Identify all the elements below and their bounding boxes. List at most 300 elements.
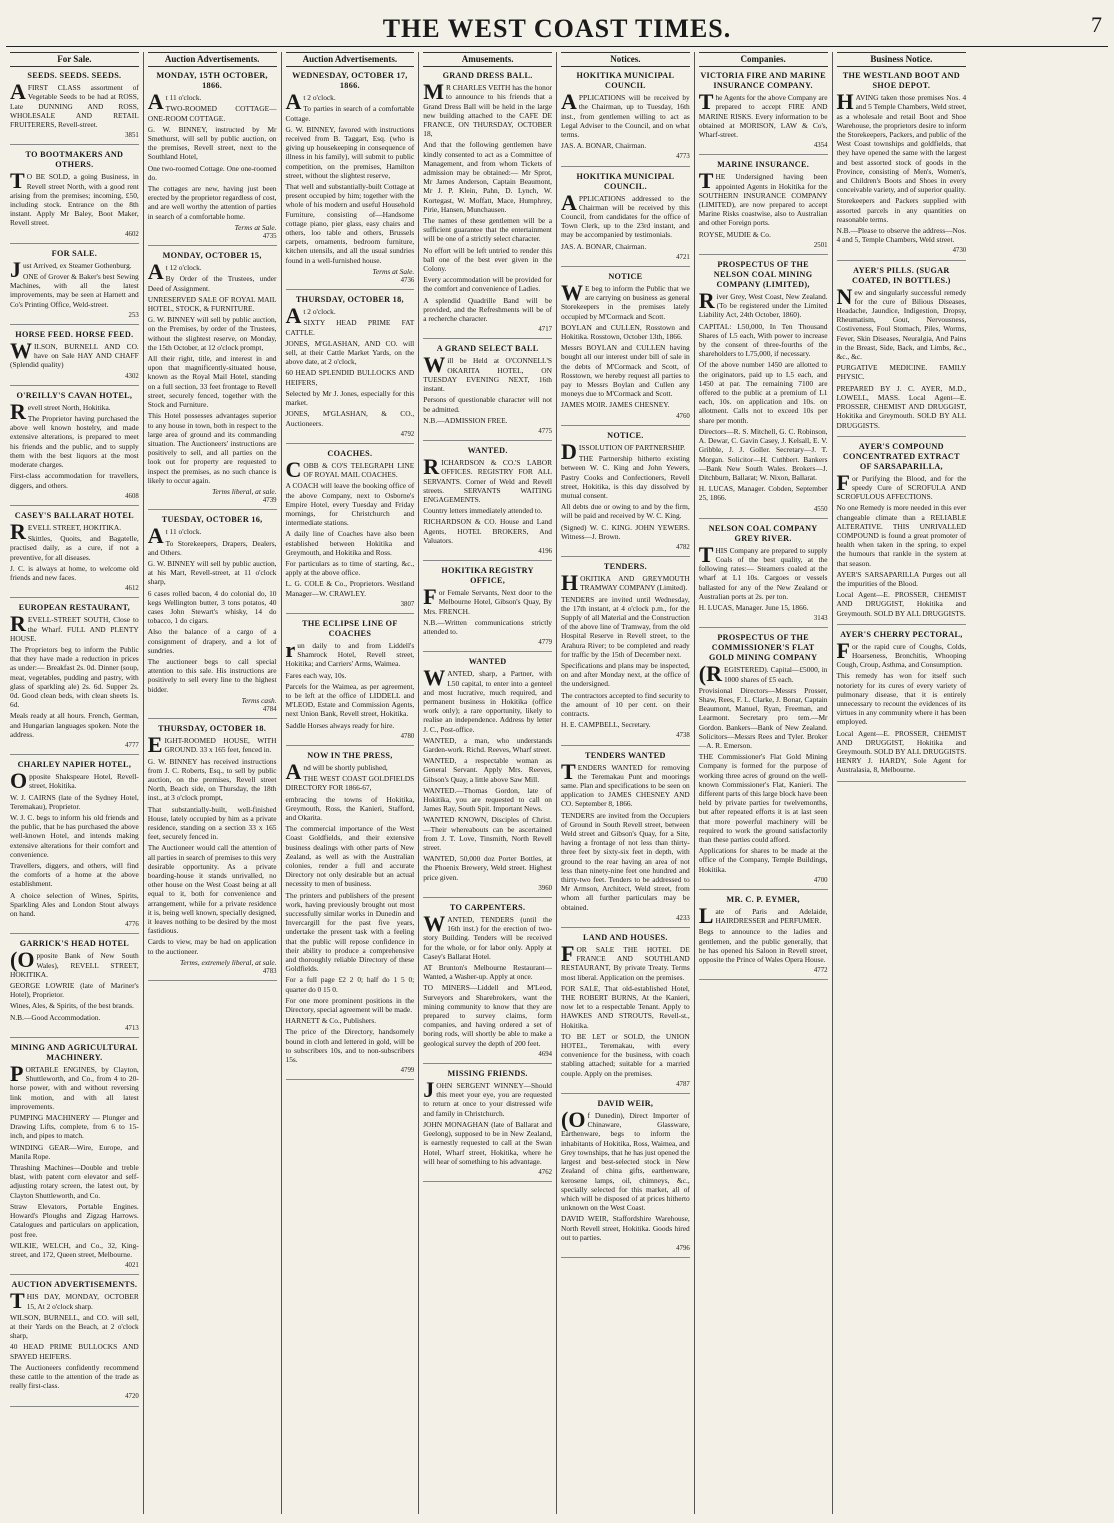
ad-number: 4021 [125, 1262, 139, 1270]
ad-paragraph: RICHARDSON & CO. House and Land Agents, HOTEL BROKERS, And Valuators. [423, 517, 552, 545]
ad-paragraph: The Auctioneers confidently recommend these cattle to the attention of the trade as really first-class. [10, 1362, 139, 1391]
advertisement [423, 344, 552, 441]
ad-title: LAND AND HOUSES. [583, 933, 668, 943]
ad-paragraph: WILSON, BURNELL, and CO. will sell, at their Yards on the Beach, at 2 o'clock sharp, [10, 1312, 139, 1341]
ad-paragraph: No effort will be left untried to render this ball one of the best ever given in the Colony. [423, 245, 552, 274]
ad-paragraph: And will be shortly published, [285, 758, 388, 784]
ad-paragraph: Country letters immediately attended to. [423, 506, 543, 516]
ad-paragraph: REVELL-STREET SOUTH, Close to the Wharf. FULL AND PLENTY HOUSE. [10, 611, 139, 643]
ad-title: A GRAND SELECT BALL [436, 344, 539, 354]
advertisement [699, 260, 828, 519]
ad-paragraph: River Grey, West Coast, New Zealand. (To be registered under the Limited Liability Act, 24th October, 1860). [698, 288, 828, 320]
ad-paragraph: DAVID WEIR, Staffordshire Warehouse, North Revell street, Hokitika. Goods hired out to parties. [561, 1214, 690, 1242]
ad-paragraph: WILKIE, WELCH, and Co., 32, King-street, and 172, Queen street, Melbourne. [10, 1240, 139, 1259]
ad-paragraph: W. J. C. begs to inform his old friends and the public, that he has purchased the above well-known Hotel, and intends making extensive alterations for their comfort and convenience. [10, 812, 139, 859]
masthead-rule [6, 46, 1108, 47]
ad-paragraph: The printers and publishers of the present work, having previously brought out most successfully similar works in Dunedin and Invercargill for the past five years, undertake the present task with a feeling that the public will repose confidence in their ability to produce a comprehensive and thoroughly reliable Directory of these Goldfields. [285, 890, 415, 974]
advertisement [286, 751, 415, 1081]
ad-paragraph: THE Partnership hitherto existing between W. C. King and John Yewers, Pastry Cooks and Confectioners, Revell street, Hokitika, is this day dissolved by mutual consent. [561, 454, 690, 500]
ad-title: FOR SALE. [51, 248, 98, 258]
advertisement [423, 566, 552, 652]
ad-number: 3960 [538, 884, 552, 892]
column [282, 52, 420, 1514]
ad-title: SEEDS. SEEDS. SEEDS. [27, 71, 122, 81]
ad-paragraph: JONES, M'GLASHAN, AND CO. will sell, at their Cattle Market Yards, on the above date, at 2 o'clock, [285, 338, 415, 367]
ad-paragraph: H. E. CAMPBELL, Secretary. [561, 720, 651, 730]
ad-paragraph: THIS DAY, MONDAY, OCTOBER 15, At 2 o'clock sharp. [10, 1288, 139, 1314]
ad-paragraph: Selected by Mr J. Jones, especially for this market. [285, 388, 415, 408]
ad-paragraph: A splendid Quadrille Band will be provided, and the Refreshments will be of a recherche character. [423, 295, 552, 324]
ad-paragraph: TWO-ROOMED COTTAGE—ONE-ROOM COTTAGE. [147, 104, 277, 123]
ad-paragraph: TO BE SOLD, a going Business, in Revell street North, with a good rent arising from the premises; incoming, £50, including stock. Entrance on the 8th instant. Apply Mr Baley, Boot Maker, Revell street. [10, 168, 139, 228]
advertisement [10, 249, 139, 325]
column [833, 52, 971, 1514]
ad-paragraph: Provisional Directors—Messrs Prosser, Shaw, Rees, F. L. Clarke, J. Bonar, Captain Beaumont, Manuel, Ryan, Freeman, and Learmont. Secretary pro tem.—Mr Gordon. Bankers—Bank of New Zealand. Solicitors—Messrs Rees and Tyler. Broker—A. R. Emerson. [698, 685, 828, 750]
ad-paragraph: J. C. is always at home, to welcome old friends and new faces. [10, 563, 139, 582]
ad-paragraph: Directors—R. S. Mitchell, G. C. Robinson, A. Dewar, C. Gavin Casey, J. Kelsall, E. V. Gribble, J. J. Goller. Secretary—J. T. Morgan. Solicitor—H. Cuthbert. Bankers—Bank New South Wales. Brokers—J. Ditchburn, Ballarat; W. Nixon, Ballarat. [698, 426, 828, 482]
advertisement [423, 1069, 552, 1182]
ad-paragraph: Every accommodation will be provided for the comfort and convenience of Ladies. [423, 275, 552, 294]
ad-paragraph: A COACH will leave the booking office of the above Company, next to Osborne's Empire Hotel, every Tuesday and Friday mornings, for Christchurch and intermediate stations. [285, 481, 415, 528]
ad-number: 4796 [676, 1244, 690, 1252]
ad-number: 4780 [400, 732, 415, 740]
advertisement [286, 295, 415, 444]
ad-number: 4550 [813, 505, 828, 513]
ad-paragraph: HARNETT & Co., Publishers. [285, 1016, 377, 1026]
ad-paragraph: Meals ready at all hours. French, German, and Hungarian languages spoken. Note the address. [10, 711, 139, 739]
ad-paragraph: A daily line of Coaches have also been established between Hokitika and Greymouth, and Hokitika and Ross. [285, 529, 415, 557]
ad-paragraph: Local Agent—E. PROSSER, CHEMIST AND DRUGGIST, Hokitika and Greymouth. SOLD BY ALL DRUGGISTS. HENRY J. HARDY, Sole Agent for Australasia, 8, Melbourne. [836, 728, 967, 775]
ad-title: AYER'S PILLS. (SUGAR COATED, IN BOTTLES.) [852, 265, 951, 285]
ad-paragraph: N.B.—Good Accommodation. [10, 1012, 101, 1022]
ad-number: 3807 [400, 600, 415, 608]
ad-number: 4694 [538, 1050, 552, 1058]
ad-title: TO BOOTMAKERS AND OTHERS. [25, 150, 124, 170]
ad-title: THE ECLIPSE LINE OF COACHES [302, 618, 398, 638]
ad-paragraph: At 11 o'clock. [147, 523, 202, 549]
ad-paragraph: Also the balance of a cargo of a consignment of drapery, and a lot of sundries. [147, 627, 277, 655]
ad-title: TUESDAY, OCTOBER 16, [161, 515, 263, 525]
ad-paragraph: Straw Elevators, Portable Engines. Howard's Ploughs and Zigzag Harrows. Catalogues and particulars on application, post free. [10, 1201, 139, 1239]
ad-number: 4302 [125, 372, 139, 380]
advertisement [837, 630, 967, 782]
ad-title: MINING AND AGRICULTURAL MACHINERY. [11, 1043, 138, 1063]
ad-paragraph: G. W. BINNEY, instructed by Mr Smethurst, will sell by public auction, on the premises, Revell street, next to the Southland Hotel, [147, 124, 277, 162]
ad-paragraph: WE beg to inform the Public that we are carrying on business as general Storekeepers in the premises lately occupied by M'Cormack and Scott. [561, 280, 690, 321]
ad-paragraph: For Purifying the Blood, and for the speedy Cure of SCROFULA AND SCROFULOUS AFFECTIONS. [836, 469, 967, 502]
ad-number: 4735 [262, 233, 277, 241]
ad-title: DAVID WEIR, [597, 1099, 654, 1109]
advertisement [699, 71, 828, 155]
ad-paragraph: Cards to view, may be had on application to the auctioneer. [147, 937, 277, 956]
ad-paragraph: One two-roomed Cottage. One one-roomed do. [147, 163, 277, 182]
ad-title: NELSON COAL COMPANY GREY RIVER. [708, 523, 818, 543]
ad-paragraph: JOHN MONAGHAN (late of Ballarat and Geelong), supposed to be in New Zealand, is earnestly requested to call at the Swan Hotel, Wharf street, Hokitika, where he will hear of something to his advantage. [423, 1119, 552, 1166]
ad-number: 4776 [125, 921, 139, 929]
ad-title: GARRICK'S HEAD HOTEL [19, 939, 130, 949]
ad-paragraph: TENDERS are invited until Wednesday, the 17th instant, at 4 o'clock p.m., for the Supply of all Material and the Construction of the above line of Tramway, from the old Hospital Reserve in Revell street, to the Arahura River; to be completed and ready for traffic by the 15th of December next. [561, 594, 690, 659]
advertisement [561, 1099, 690, 1258]
advertisement [10, 391, 139, 506]
ad-paragraph: Applications for shares to be made at the office of the Company, Temple Buildings, Hokitika. [698, 846, 828, 874]
ad-paragraph: GEORGE LOWRIE (late of Mariner's Hotel), Proprietor. [10, 981, 139, 1000]
ad-paragraph: FOR SALE THE HOTEL DE FRANCE AND SOUTHLAND RESTAURANT, By private Treaty. Terms most liberal. Application on the premises. [561, 941, 690, 982]
ad-paragraph: N.B.—Please to observe the address—Nos. 4 and 5, Temple Chambers, Weld street. [836, 226, 967, 245]
ad-paragraph: H. LUCAS, Manager. Cobden, September 25, 1866. [698, 484, 828, 503]
ad-paragraph: Begs to announce to the ladies and gentlemen, and the public generally, that he has opened his Saloon in Revell street, opposite the Prince of Wales Opera House. [698, 927, 828, 965]
column-heading: Auction Advertisements. [148, 52, 277, 67]
ad-paragraph: At 12 o'clock. [147, 259, 202, 285]
ad-paragraph: TO BE LET or SOLD, the UNION HOTEL, Teremakau, with every convenience for the business, with coach stabling attached; suitable for a married couple. Apply on the premises. [561, 1031, 690, 1078]
ad-number: 4787 [676, 1080, 690, 1088]
ad-paragraph: BOYLAN and CULLEN, Rosstown and Hokitika. Rosstown, October 13th, 1866. [561, 322, 690, 342]
ad-paragraph: The price of the Directory, handsomely bound in cloth and lettered in gold, will be to subscribers 10s, and to non-subscribers 15s. [285, 1027, 415, 1065]
ad-paragraph: FOR SALE, That old-established Hotel, THE ROBERT BURNS, At the Kanieri, now let to a respectable Tenant. Apply to HAWKES AND STROUTS, Revell-st., Hokitika. [561, 983, 690, 1030]
column-heading: Auction Advertisements. [286, 52, 415, 67]
column-heading: For Sale. [10, 52, 139, 67]
ad-paragraph: The cottages are new, having just been erected by the proprietor regardless of cost, and are well worthy the attention of parties in search of a comfortable home. [147, 184, 277, 221]
ad-paragraph: WANTED, a respectable woman as General Servant. Apply Mrs. Reeves, Gibson's Quay, a little above Saw Mill. [423, 756, 552, 784]
ad-paragraph: AFIRST CLASS assortment of Vegetable Seeds to be had at ROSS, Late DUNNING AND ROSS, WHOLESALE AND RETAIL FRUITERERS, Revell-street. [10, 79, 139, 130]
ad-title: GRAND DRESS BALL. [442, 71, 533, 81]
ad-number: 4730 [952, 247, 967, 255]
ad-paragraph: UNRESERVED SALE OF ROYAL MAIL HOTEL, STOCK, & FURNITURE. [147, 294, 277, 314]
ad-paragraph: WANTED, TENDERS (until the 16th inst.) for the erection of two-story Building. Tenders will be received for the whole, or for labor only. Apply at Casey's Ballarat Hotel. [423, 911, 552, 961]
ad-terms: Terms cash. [241, 695, 277, 705]
ad-paragraph: JONES, M'GLASHAN, & CO., Auctioneers. [285, 409, 415, 428]
ad-paragraph: Thrashing Machines—Double and treble blast, with patent corn elevator and self-adjusting rotary screen, the latest out, by Clayton Shuttleworth, and Co. [10, 1163, 139, 1200]
ad-paragraph: By Order of the Trustees, under Deed of Assignment. [147, 274, 277, 293]
ad-title: THURSDAY, OCTOBER 18. [158, 724, 267, 734]
ad-paragraph: For the rapid cure of Coughs, Colds, Hoarseness, Bronchitis, Whooping Cough, Croup, Asthma, and Consumption. [836, 637, 967, 670]
ad-paragraph: Wines, Ales, & Spirits, of the best brands. [10, 1001, 134, 1011]
ad-number: 4612 [125, 585, 139, 593]
ad-title: AYER'S COMPOUND CONCENTRATED EXTRACT OF SARSAPARILLA, [842, 441, 960, 471]
ad-paragraph: For one more prominent positions in the Directory, special agreement will be made. [285, 995, 415, 1015]
ad-paragraph: REVELL STREET, HOKITIKA. [10, 518, 122, 544]
advertisement [561, 71, 690, 166]
ad-paragraph: JAS. A. BONAR, Chairman. [561, 241, 647, 251]
ad-title: TENDERS. [603, 562, 647, 572]
advertisement [10, 71, 139, 145]
ad-paragraph: Opposite Shakspeare Hotel, Revell-street, Hokitika. [10, 768, 139, 794]
ad-paragraph: WINDING GEAR—Wire, Europe, and Manila Rope. [10, 1142, 139, 1161]
column [695, 52, 833, 1514]
ad-paragraph: First-class accommodation for travellers, diggers, and others. [10, 471, 139, 490]
ad-paragraph: ROYSE, MUDIE & Co. [698, 229, 771, 239]
ad-paragraph: THE WEST COAST GOLDFIELDS DIRECTORY FOR 1866-67, [285, 774, 415, 793]
ad-paragraph: Parcels for the Waimea, as per agreement, to be left at the office of LIDDELL and M'LEOD, Estate and Commission Agents, next Union Bank, Revell street, Hokitika. [285, 681, 415, 719]
ad-number: 2501 [813, 241, 828, 249]
ad-paragraph: For particulars as to time of starting, &c., apply at the above office. [285, 558, 415, 578]
ad-paragraph: Skittles, Quoits, and Bagatelle, practised daily, as a cure, if not a preventive, for all diseases. [10, 534, 139, 562]
advertisement [699, 524, 828, 629]
ad-title: HOKITIKA MUNICIPAL COUNCIL [576, 71, 675, 91]
ad-title: WEDNESDAY, OCTOBER 17, 1866. [292, 71, 408, 91]
ad-paragraph: The Proprietor having purchased the above well known hostelry, and made extensive alterations, is prepared to meet his friends and the public, and to supply them with the best liquors at the most moderate charges. [10, 414, 139, 470]
ad-paragraph: WANTED.—Thomas Gordon, late of Hokitika, you are requested to call on James Ray, South Spit. Important News. [423, 785, 552, 814]
advertisement [423, 446, 552, 561]
advertisement [561, 933, 690, 1094]
ad-number: 4777 [125, 741, 139, 749]
ad-paragraph: RICHARDSON & CO.'S LABOR OFFICES. REGISTRY FOR ALL SERVANTS. Corner of Weld and Revell streets. SERVANTS WAITING ENGAGEMENTS. [423, 454, 552, 504]
ad-title: CASEY'S BALLARAT HOTEL [14, 510, 134, 520]
ad-number: 4738 [676, 732, 690, 740]
advertisement [10, 511, 139, 598]
ad-paragraph: L. G. COLE & Co., Proprietors. Westland Manager—W. CRAWLEY. [285, 579, 415, 598]
advertisement [148, 251, 277, 510]
ad-paragraph: WANTED, a man, who understands Garden-work. Richd. Reeves, Wharf street. [423, 735, 552, 754]
advertisement [148, 515, 277, 719]
ad-paragraph: Messrs BOYLAN and CULLEN having bought all our interest under bill of sale in the debts of M'Cormack and Scott, of Rosstown, we hereby request all parties to pay to Messrs Boylan and Cullen any moneys due to M'Cormack and Scott. [561, 343, 690, 399]
advertisement [10, 760, 139, 934]
ad-paragraph: All their right, title, and interest in and upon that magnificently-situated house, known as the Royal Mail Hotel, standing on a full section, 33 feet frontage to Revell street, securely fenced, together with the Stock and Furniture. [147, 354, 277, 410]
ad-paragraph: The Agents for the above Company are prepared to accept FIRE AND MARINE RISKS. Every information to be obtained at MORISON, LAW & Co's, Wharf-street. [698, 89, 828, 140]
ad-paragraph: JAMES MOIR. JAMES CHESNEY. [561, 400, 670, 410]
ad-paragraph: To Storekeepers, Drapers, Dealers, and Others. [147, 538, 277, 557]
ad-paragraph: At 2 o'clock. [285, 303, 336, 329]
advertisement [423, 657, 552, 898]
ad-number: 4782 [676, 543, 690, 551]
advertisement [561, 751, 690, 928]
ad-paragraph: COBB & CO'S TELEGRAPH LINE OF ROYAL MAIL COACHES. [285, 456, 415, 482]
advertisement [699, 160, 828, 255]
advertisement [10, 1043, 139, 1275]
advertisement [561, 272, 690, 426]
ad-paragraph: ONE of Grover & Baker's best Sewing Machines, with all the latest improvements, may be seen at Harnett and Co's Printing Office, Weld-street. [10, 272, 139, 309]
ad-paragraph: W. J. CAIRNS (late of the Sydney Hotel, Teremakau), Proprietor. [10, 792, 139, 811]
advertisement [699, 633, 828, 890]
ad-paragraph: For Female Servants, Next door to the Melbourne Hotel, Gibson's Quay, By Mrs. FRENCH. [423, 584, 552, 616]
ad-paragraph: This remedy has won for itself such notoriety for its cures of every variety of pulmonary disease, that it is entirely unnecessary to recount the evidences of its virtues in any community where it has been employed. [836, 671, 967, 727]
advertisement [286, 619, 415, 746]
ad-number: 4799 [400, 1067, 415, 1075]
ad-title: O'REILLY'S CAVAN HOTEL, [16, 390, 133, 400]
ad-paragraph: AT Brunton's Melbourne Restaurant—Wanted, a Washer-up. Apply at once. [423, 963, 552, 982]
ad-paragraph: This Hotel possesses advantages superior to any house in town, both in respect to the large area of ground and its commanding situation. The Auctioneers' instructions are positively to sell, and all parties on the look out for property are requested to inspect the premises, as no such chance is likely to occur again. [147, 411, 277, 485]
ad-number: 4354 [813, 142, 828, 150]
ad-paragraph: (Signed) W. C. KING. JOHN YEWERS. Witness—J. Brown. [561, 522, 690, 541]
advertisement [148, 71, 277, 246]
ad-paragraph: Of the above number 1450 are allotted to the originators, paid up to L5 each, and 1450 at par. The remaining 7100 are offered to the public at a premium of L1 each, 10s. on application and 10s. on allotment. Calls not to exceed 10s per share per month. [698, 360, 828, 425]
ad-paragraph: WANTED, 50,000 doz Porter Bottles, at the Phoenix Brewery, Weld street. Highest price given. [423, 854, 552, 882]
ad-terms: Terms, extremely liberal, at sale. [179, 957, 277, 967]
advertisement [837, 442, 967, 625]
ad-paragraph: 40 HEAD PRIME BULLOCKS AND SPAYED HEIFERS. [10, 1342, 139, 1361]
ad-title: HORSE FEED. HORSE FEED. [15, 330, 134, 340]
ad-paragraph: G. W. BINNEY will sell by public auction, on the Premises, by order of the Trustees, without the slightest reserve, on Monday, the 15th October, at 12 o'clock prompt, [147, 315, 277, 352]
ad-number: 4762 [538, 1168, 552, 1176]
advertisement [699, 895, 828, 980]
ad-paragraph: PURGATIVE MEDICINE. FAMILY PHYSIC. [836, 363, 967, 382]
advertisement [286, 71, 415, 290]
page-number: 7 [1091, 12, 1102, 37]
ad-paragraph: G. W. BINNEY, favored with instructions received from B. Taggart, Esq. (who is giving up housekeeping in consequence of illness in his family), will submit to public competition, on the premises, Hamilton street, without the slightest reserve, [285, 124, 415, 180]
ad-paragraph: Will be Held at O'CONNELL'S OKARITA HOTEL, ON TUESDAY EVENING NEXT, 16th instant. [423, 352, 552, 394]
ad-title: MR. C. P. EYMER, [726, 895, 800, 905]
ad-paragraph: At 2 o'clock. [285, 89, 336, 115]
ad-number: 3851 [125, 132, 139, 140]
advertisement [10, 939, 139, 1038]
ad-title: AYER'S CHERRY PECTORAL, [840, 629, 963, 639]
ad-number: 4760 [676, 412, 690, 420]
ad-number: 4713 [125, 1024, 139, 1032]
ad-paragraph: TENDERS WANTED for removing the Teremakau Punt and moorings same. Plan and specifications to be seen on application to JAMES CHESNEY AND CO. September 8, 1866. [561, 758, 690, 809]
advertisement [423, 903, 552, 1064]
ad-paragraph: CAPITAL: L50,000, In Ten Thousand Shares of L5 each, With power to increase by the consent of three-fourths of the shareholders to L75,000, if necessary. [698, 321, 828, 359]
ad-title: PROSPECTUS OF THE COMMISSIONER'S FLAT GOLD MINING COMPANY [708, 633, 818, 663]
ad-title: MISSING FRIENDS. [447, 1069, 528, 1079]
ad-paragraph: (REGISTERED). Capital—£5000, in 1000 shares of £5 each. [698, 661, 828, 687]
ad-number: 4700 [813, 876, 828, 884]
ad-paragraph: A choice selection of Wines, Spirits, Sparkling Ales and London Stout always on hand. [10, 890, 139, 919]
ad-paragraph: For a full page £2 2 0; half do 1 5 0; quarter do 0 15 0. [285, 975, 415, 994]
advertisement [837, 266, 967, 437]
ad-number: 4773 [676, 153, 690, 161]
ad-number: 4602 [125, 230, 139, 238]
ad-number: 4784 [262, 705, 277, 713]
ad-title: TENDERS WANTED [585, 750, 666, 760]
ad-number: 4783 [262, 968, 277, 976]
ad-paragraph: 6 cases rolled bacon, 4 do colonial do, 10 kegs Wellington butter, 3 tons potatos, 40 cases John Stewart's whisky, 14 do tobacco, 1 do cigars. [147, 588, 277, 626]
ad-number: 4779 [538, 639, 552, 647]
ad-paragraph: G. W. BINNEY has received instructions from J. C. Roberts, Esq., to sell by public auction, on the premises, Revell street North, Beach side, on Thursday, the 18th inst., at 3 o'clock prompt, [147, 756, 277, 803]
ad-title: THURSDAY, OCTOBER 18, [295, 295, 404, 305]
masthead [0, 0, 1114, 46]
ad-paragraph: New and singularly successful remedy for the cure of Bilious Diseases, Headache, Jaundice, Indigestion, Dropsy, Rheumatism, Gout, Nervousness, Costiveness, Foul Stomach, Piles, Worms, Fever, Skin Diseases, Neuralgia, And Pains in the Breast, Side, Back, and Limbs, &c., &c., &c. [836, 283, 967, 362]
ad-paragraph: Persons of questionable character will not be admitted. [423, 395, 552, 414]
ad-paragraph: WANTED KNOWN, Disciples of Christ.—Their whereabouts can be ascertained from J. T. Love, Tinsmith, North Revell street. [423, 815, 552, 853]
ad-number: 4739 [262, 497, 277, 505]
ad-paragraph: DISSOLUTION OF PARTNERSHIP. [561, 438, 686, 464]
ad-paragraph: WANTED, sharp, a Partner, with L50 capital, to enter into a genteel and most lucrative, much required, and permanent business in Hokitika (office work only); a rare opportunity, likely to realise an independence. Address by letter J. C., Post-office. [423, 665, 552, 734]
advertisement [561, 562, 690, 745]
ad-paragraph: Saddle Horses always ready for hire. [285, 720, 395, 730]
ad-title: MARINE INSURANCE. [717, 160, 810, 170]
ad-title: NOTICE [608, 272, 643, 282]
advertisement [10, 330, 139, 386]
ad-title: PROSPECTUS OF THE NELSON COAL MINING COMPANY (LIMITED), [713, 260, 813, 290]
ad-paragraph: G. W. BINNEY will sell by public auction, at his Mart, Revell-street, at 11 o'clock sharp, [147, 558, 277, 587]
ad-paragraph: The commercial importance of the West Coast Goldfields, and their extensive business dealings with other parts of New Zealand, as well as with the Australian colonies, render a full and accurate Directory not only desirable but an actual necessity to men of business. [285, 824, 415, 889]
column [6, 52, 144, 1514]
ad-paragraph: PUMPING MACHINERY — Plunger and Drawing Lifts, complete, from 6 to 15-inch, and pipes to match. [10, 1113, 139, 1141]
advertisement [561, 172, 690, 267]
ad-paragraph: WILSON, BURNELL AND CO. have on Sale HAY AND CHAFF (Splendid quality) [10, 338, 139, 370]
ad-paragraph: EIGHT-ROOMED HOUSE, WITH GROUND. 33 x 165 feet, fenced in. [147, 732, 277, 758]
ad-paragraph: That well and substantially-built Cottage at present occupied by him; together with the whole of his modern and useful Household Furniture, consisting of—Handsome cottage piano, pier glass, easy chairs and others, loo table and others, Brussels carpets, ornaments, bedroom furniture, kitchen utensils, and all the usual sundries found in a well-furnished house. [285, 182, 415, 265]
advertisement [561, 431, 690, 557]
ad-number: 4196 [538, 547, 552, 555]
ad-paragraph: HOKITIKA AND GREYMOUTH TRAMWAY COMPANY (Limited). [561, 570, 690, 596]
advertisement [423, 71, 552, 339]
ad-paragraph: TO MINERS—Liddell and M'Leod, Surveyors and Sharebrokers, want the mining community to know that they are prepared to survey claims, form companies, and having ordered a set of boring rods, will shortly be able to make a geological survey the depth of 200 feet. [423, 983, 552, 1048]
ad-paragraph: THE Commissioner's Flat Gold Mining Company is formed for the purpose of working three acres of ground on the well-known Commissioner's Flat, Kanieri. The different parts of this large block have been held by private parties for twelvemonths, but after repeated efforts it is at last seen that more powerful machinery will be required to work the ground satisfactorily than these parties could afford. [698, 752, 828, 844]
ad-paragraph: To parties in search of a comfortable Cottage. [285, 104, 415, 123]
ad-paragraph: TENDERS are invited from the Occupiers of Ground in South Revell street, between Weld street and Gibson's Quay, for a Site, having a frontage of not less than thirty-three feet by sixty-six feet in depth, with ground to the rear having an area of not less than ninety-nine feet one hundred and thirty-two feet. Tenders to be addressed to Mr Armson, Architect, Weld street, from whom all further particulars may be obtained. [561, 810, 690, 912]
ad-title: MONDAY, 15TH OCTOBER, 1866. [156, 71, 268, 91]
paper-title: THE WEST COAST TIMES. [382, 14, 732, 43]
ad-paragraph: That substantially-built, well-finished House, lately occupied by him as a private residence, standing on a section 33 x 165 feet, securely fenced in. [147, 804, 277, 842]
ad-title: WANTED [468, 657, 507, 667]
ad-title: THE WESTLAND BOOT AND SHOE DEPOT. [842, 71, 960, 91]
ad-paragraph: (Opposite Bank of New South Wales), REVELL STREET, HOKITIKA. [10, 947, 139, 979]
ad-paragraph: run daily to and from Liddell's Shamrock Hotel, Revell street, Hokitika; and Carriers' Arms, Waimea. [285, 636, 415, 669]
column-heading: Companies. [699, 52, 828, 67]
ad-number: 4721 [676, 253, 690, 261]
ad-number: 4720 [125, 1393, 139, 1401]
ad-number: 4792 [400, 430, 415, 438]
ad-paragraph: PORTABLE ENGINES, by Clayton, Shuttleworth, and Co., from 4 to 20-horse power, with and without reversing link motion, and with all latest improvements. [10, 1061, 139, 1111]
ad-paragraph: JAS. A. BONAR, Chairman. [561, 141, 647, 151]
ad-title: MONDAY, OCTOBER 15, [162, 251, 262, 261]
ad-paragraph: THE Undersigned having been appointed Agents in Hokitika for the SOUTHERN INSURANCE COMPANY (LIMITED), are now prepared to accept Marine Risks coastwise, also to Australian and other Foreign ports. [698, 168, 828, 228]
ad-paragraph: Just Arrived, ex Steamer Gothenburg. [10, 256, 132, 282]
ad-paragraph: Specifications and plans may be inspected, on and after Monday next, at the office of the undersigned. [561, 660, 690, 689]
ad-title: NOW IN THE PRESS, [307, 750, 393, 760]
ad-paragraph: Travellers, diggers, and others, will find the comforts of a home at the above establishment. [10, 861, 139, 889]
ad-paragraph: The Auctioneer would call the attention of all parties in search of premises to this very desirable opportunity. As a private boarding-house it stands unrivalled, no other house on the West Coast being at all equal to it, both for convenience and arrangement, while for a private residence it is, being well known, specially designed, it leaves nothing to be desired by the most fastidious. [147, 843, 277, 936]
ad-title: WANTED. [467, 446, 508, 456]
column [144, 52, 282, 1514]
ad-number: 4608 [125, 492, 139, 500]
advertisement [10, 150, 139, 243]
ad-paragraph: APPLICATIONS will be received by the Chairman, up to Tuesday, 16th inst., from gentlemen willing to act as Legal Adviser to the Council, and on what terms. [561, 89, 690, 140]
ad-paragraph: Revell street North, Hokitika. [10, 398, 111, 424]
ad-title: AUCTION ADVERTISEMENTS. [11, 1280, 138, 1290]
ad-paragraph: All debts due or owing to and by the firm, will be paid and received by W. C. King. [561, 502, 690, 521]
ad-paragraph: The Proprietors beg to inform the Public that they have made a reduction in prices as under:— Breakfast 2s. 0d. Dinner (soup, meat, vegetables, pudding and pastry, with glass of sparkling ale) 2s. 6d. Supper 2s. 0d. Good clean beds, with clean sheets 1s. 6d. [10, 644, 139, 710]
ad-paragraph: The names of these gentlemen will be a sufficient guarantee that the entertainment will be one of a strictly select character. [423, 216, 552, 244]
ad-paragraph: N.B.—Written communications strictly attended to. [423, 617, 552, 636]
ad-paragraph: H. LUCAS, Manager. June 15, 1866. [698, 602, 809, 612]
ad-paragraph: Late of Paris and Adelaide, HAIRDRESSER and PERFUMER. [698, 903, 828, 929]
ad-terms: Terms liberal, at sale. [212, 486, 277, 496]
ad-title: HOKITIKA MUNICIPAL COUNCIL. [576, 171, 675, 191]
ad-paragraph: And that the following gentlemen have kindly consented to act as a Committee of Management, and from whom Tickets of admission may be obtained:— Mr Sprot, Mr James Anderson, Captain Beaumont, Mr J. P. Klein, Pahn, D. Lynch, W. Kortegast, W. Moffatt, Mace, Humphrey, Pirie, Hansen, Munchausen. [423, 140, 552, 214]
ad-paragraph: Storekeepers and Packers supplied with assorted parcels in any quantities on reasonable terms. [836, 196, 967, 224]
ad-title: HOKITIKA REGISTRY OFFICE, [441, 566, 534, 586]
ad-paragraph: AYER'S SARSAPARILLA Purges out all the impurities of the Blood. [836, 569, 967, 588]
ad-terms: Terms at Sale. [372, 266, 415, 276]
ad-paragraph: The contractors accepted to find security to the amount of 10 per cent. on their contracts. [561, 690, 690, 718]
column [419, 52, 557, 1514]
ad-paragraph: Fares each way, 10s. [285, 670, 347, 680]
ad-number: 4233 [676, 914, 690, 922]
ad-title: VICTORIA FIRE AND MARINE INSURANCE COMPANY. [700, 71, 826, 91]
ad-paragraph: MR CHARLES VEITH has the honor to announce to his friends that a Grand Dress Ball will be held in the large new building attached to the CAFE DE FRANCE, ON THURSDAY, OCTOBER 18, [423, 79, 553, 139]
ad-paragraph: At 11 o'clock. [147, 89, 202, 115]
ad-paragraph: THIS Company are prepared to supply Coals of the best quality, at the following rates:— Steamers coaled at the wharf at L1 10s. Cargoes or vessels ballasted for any of the New Zealand or Australian ports at 2s. per ton. [698, 541, 828, 601]
ad-paragraph: 60 HEAD SPLENDID BULLOCKS AND HEIFERS, [285, 368, 415, 387]
advertisement [10, 603, 139, 755]
ad-paragraph: No one Remedy is more needed in this ever changeable climate than a RELIABLE ALTERATIVE. THIS UNRIVALLED COMPOUND is found a great promoter of health when taken in the spring, to expel the humours that rankle in the system at that season. [836, 503, 967, 568]
ad-paragraph: (Of Dunedin), Direct Importer of Chinaware, Glassware, Earthenware, begs to inform the inhabitants of Hokitika, Ross, Waimea, and Grey townships, that he has just opened the largest and best-selected stock in New Zealand of china gifts, earthenware, kerosene lamps, oil, chimneys, &c., specially selected for this market, all of which will be disposed of at prices hitherto unknown on the West Coast. [561, 1107, 690, 1213]
ad-number: 3143 [813, 615, 828, 623]
columns-container [6, 52, 1108, 1514]
ad-number: 4717 [538, 326, 552, 334]
ad-paragraph: embracing the towns of Hokitika, Greymouth, Ross, the Kanieri, Stafford, and Okarita. [285, 794, 415, 822]
ad-paragraph: Local Agent—E. PROSSER, CHEMIST AND DRUGGIST, Hokitika and Greymouth. SOLD BY ALL DRUGGISTS. [836, 590, 967, 618]
ad-title: TO CARPENTERS. [449, 903, 526, 913]
ad-title: CHARLEY NAPIER HOTEL, [17, 760, 132, 770]
ad-paragraph: N.B.—ADMISSION FREE. [423, 415, 508, 425]
column-heading: Amusements. [423, 52, 552, 67]
ad-title: EUROPEAN RESTAURANT, [18, 603, 130, 613]
ad-title: COACHES. [327, 448, 373, 458]
ad-number: 4736 [400, 277, 415, 285]
column-heading: Notices. [561, 52, 690, 67]
